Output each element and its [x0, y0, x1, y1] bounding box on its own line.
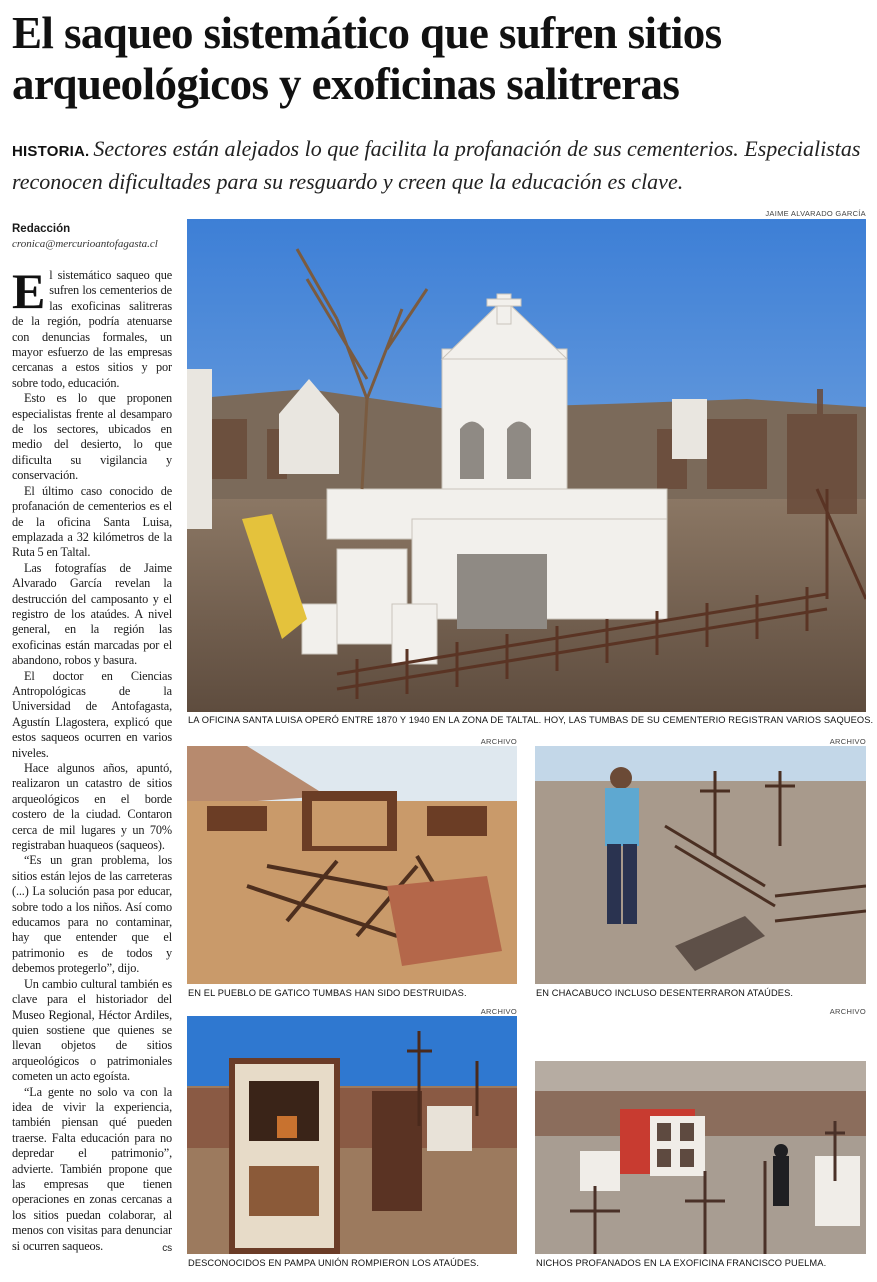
- main-photo-santa-luisa-cemetery: [187, 219, 866, 712]
- byline-author: Redacción: [12, 223, 71, 235]
- pampa-union-photo-caption: DESCONOCIDOS EN PAMPA UNIÓN ROMPIERON LOS ATAÚDES.: [188, 1258, 480, 1268]
- gatico-photo: [187, 746, 517, 984]
- body-paragraph: Esto es lo que proponen especialistas frente al desamparo de los sectores, ubicados en medio del desierto, lo que dificulta su vigilancia y conservación.: [12, 391, 172, 483]
- section-kicker: HISTORIA.: [12, 143, 90, 160]
- byline-email[interactable]: cronica@mercurioantofagasta.cl: [12, 238, 158, 250]
- puelma-photo: [535, 1061, 866, 1254]
- body-paragraph: Hace algunos años, apuntó, realizaron un catastro de sitios arqueológicos en el borde costero de la ciudad. Contaron cerca de mil lugares y un 70% registraban huaqueos (saqueos).: [12, 761, 172, 853]
- end-mark: cs: [162, 1242, 172, 1254]
- gatico-photo-caption: EN EL PUEBLO DE GATICO TUMBAS HAN SIDO DESTRUIDAS.: [188, 988, 467, 998]
- puelma-photo-caption: NICHOS PROFANADOS EN LA EXOFICINA FRANCISCO PUELMA.: [536, 1258, 827, 1268]
- deck-text: Sectores están alejados lo que facilita la profanación de sus cementerios. Especialistas reconocen dificultades para su resguardo y creen que la educación es clave.: [12, 136, 861, 194]
- body-paragraph: El doctor en Ciencias Antropológicas de la Universidad de Antofagasta, Agustín Llagostera, explicó que estos saqueos ocurren en varios niveles.: [12, 668, 172, 760]
- drop-cap: E: [12, 263, 46, 319]
- body-paragraph: “La gente no solo va con la idea de vivir la experiencia, también piensan qué pueden traerse. Falta educación para no depredar el patrimonio”, advierte. También propone que las empresas que tienen operaciones en zonas cercanas a los sitios puedan colaborar, al menos con visitas para denunciar si ocurren saqueos. cs: [12, 1085, 172, 1254]
- pampa-union-photo-credit: ARCHIVO: [480, 1007, 517, 1016]
- body-paragraph: Un cambio cultural también es clave para el historiador del Museo Regional, Héctor Ardiles, quien sostiene que quienes se llevan objetos de sitios arqueológicos o patrimoniales cometen un acto egoísta.: [12, 976, 172, 1084]
- body-paragraph: El último caso conocido de profanación de cementerios es el de la oficina Santa Luisa, emplazada a 32 kilómetros de la Ruta 5 en Taltal.: [12, 483, 172, 560]
- chacabuco-photo: [535, 746, 866, 984]
- chacabuco-photo-credit: ARCHIVO: [829, 737, 866, 746]
- chacabuco-photo-caption: EN CHACABUCO INCLUSO DESENTERRARON ATAÚDES.: [536, 988, 794, 998]
- headline: El saqueo sistemático que sufren sitios arqueológicos y exoficinas salitreras: [12, 8, 722, 109]
- body-paragraph: Las fotografías de Jaime Alvarado García revelan la destrucción del camposanto y el registro de los ataúdes. A nivel general, en la región las exoficinas están marcadas por el abandono, robos y basura.: [12, 560, 172, 668]
- deck: [12, 134, 872, 197]
- main-photo-credit: JAIME ALVARADO GARCÍA: [765, 209, 866, 218]
- body-paragraph: “Es un gran problema, los sitios están lejos de las carreteras (...) La solución pasa por educar, sobre todo a los niños. Así como educamos para no contaminar, hay que entender que el patrimonio es de todos y debemos protegerlo”, dijo.: [12, 853, 172, 976]
- main-photo-caption: LA OFICINA SANTA LUISA OPERÓ ENTRE 1870 Y 1940 EN LA ZONA DE TALTAL. HOY, LAS TUMBAS DE SU CEMENTERIO REGISTRAN VARIOS SAQUEOS.: [188, 715, 874, 725]
- article-body: [12, 263, 172, 1256]
- byline: [12, 222, 182, 252]
- body-paragraph: El sistemático saqueo que sufren los cementerios de las exoficinas salitreras de la región, podría atenuarse con denuncias formales, un mayor esfuerzo de las empresas cercanas a estos sitios y por sobre todo, educación.: [12, 263, 172, 390]
- puelma-photo-credit: ARCHIVO: [829, 1007, 866, 1016]
- gatico-photo-credit: ARCHIVO: [480, 737, 517, 746]
- pampa-union-photo: [187, 1016, 517, 1254]
